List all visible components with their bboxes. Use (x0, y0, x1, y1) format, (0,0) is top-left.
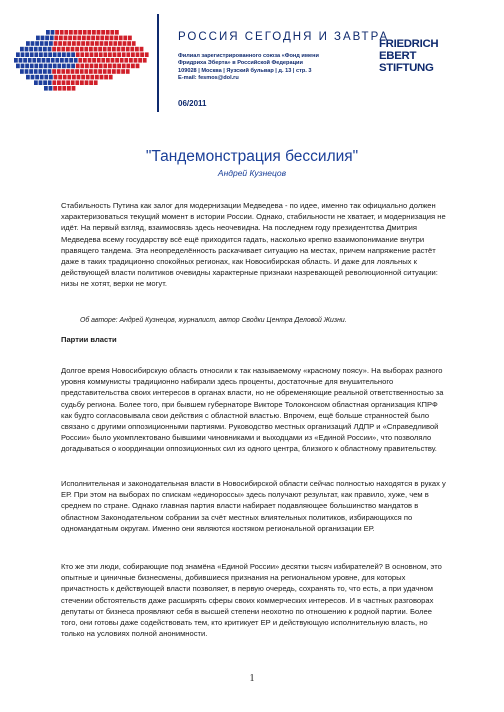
map-dot (76, 64, 80, 69)
map-dot (77, 36, 81, 41)
map-dot (75, 80, 79, 85)
map-dot (80, 64, 84, 69)
map-dot (87, 30, 91, 35)
map-dot (34, 69, 38, 74)
map-dot (71, 52, 75, 57)
map-dot (66, 69, 70, 74)
map-dot (72, 75, 76, 80)
map-dot (68, 36, 72, 41)
map-dot (85, 80, 89, 85)
map-dot (113, 64, 117, 69)
map-dot (64, 36, 68, 41)
map-dot (40, 75, 44, 80)
map-dot (77, 75, 81, 80)
map-dot (21, 52, 25, 57)
map-dot (138, 58, 142, 63)
map-dot (57, 69, 61, 74)
map-dot (94, 80, 98, 85)
map-dot (63, 41, 67, 46)
map-dot (25, 52, 29, 57)
map-dot (54, 41, 58, 46)
map-dot (44, 64, 48, 69)
map-dot (105, 36, 109, 41)
map-dot (34, 64, 38, 69)
map-dot (87, 36, 91, 41)
map-dot (117, 69, 121, 74)
section-heading: Партии власти (61, 335, 117, 344)
map-dot (44, 86, 48, 91)
map-dot (61, 47, 65, 52)
map-dot (44, 41, 48, 46)
map-dot (26, 75, 30, 80)
map-dot (71, 69, 75, 74)
map-dot (90, 52, 94, 57)
map-dot (66, 47, 70, 52)
map-dot (46, 30, 50, 35)
issue-number: 06/2011 (178, 99, 207, 108)
map-dot (20, 47, 24, 52)
map-dot (122, 52, 126, 57)
map-dot (38, 47, 42, 52)
map-dot (124, 58, 128, 63)
article-author: Андрей Кузнецов (217, 168, 287, 178)
map-dot (84, 47, 88, 52)
map-dot (16, 52, 20, 57)
fes-logo-line: EBERT (379, 50, 417, 62)
map-dot (58, 86, 62, 91)
map-dot (94, 52, 98, 57)
map-dot (77, 41, 81, 46)
fes-logo (379, 38, 492, 74)
map-dot (19, 58, 23, 63)
map-dot (48, 52, 52, 57)
map-dot (112, 47, 116, 52)
map-dot (80, 52, 84, 57)
address-email[interactable]: E-mail: fesmos@dol.ru (178, 74, 239, 81)
map-dot (57, 52, 61, 57)
map-dot (71, 47, 75, 52)
address-line: Фридриха Эберта» в Российской Федерации (178, 60, 303, 67)
map-dot (140, 47, 144, 52)
map-dot (117, 47, 121, 52)
map-dot (25, 64, 29, 69)
map-dot (126, 47, 130, 52)
russia-map-logo (12, 18, 152, 98)
map-dot (16, 64, 20, 69)
map-dot (92, 30, 96, 35)
map-dot (98, 69, 102, 74)
map-dot (100, 41, 104, 46)
map-dot (94, 64, 98, 69)
map-dot (43, 80, 47, 85)
map-dot (112, 69, 116, 74)
map-dot (100, 36, 104, 41)
map-dot (20, 69, 24, 74)
map-dot (89, 47, 93, 52)
map-dot (90, 75, 94, 80)
map-dot (72, 41, 76, 46)
map-dot (123, 36, 127, 41)
about-author: Об авторе: Андрей Кузнецов, журналист, автор Сводки Центра Деловой Жизни. (80, 317, 347, 324)
map-dot (34, 47, 38, 52)
intro-paragraph: Стабильность Путина как залог для модернизации Медведева - по идее, именно так официально должен характеризоваться текущий момент в истории России. Однако, стабильности не хватает, и модернизация не идёт. На первый взгляд, взаимосвязь здесь неочевидна. На последнем году президентства Дмитрия Медведева всему государству всё ещё приходится гадать, насколько крепко взаимопонимание внутри правящего тандема. Эта неопределённость раскачивает ситуацию на местах, причем напряжение растёт даже в таких традиционно спокойных регионах, как Новосибирская область. И даже для лояльных к действующей власти политиков очевидны характерные признаки назревающей революционной ситуации: низы не хотят, верхи не могут. (61, 201, 446, 289)
map-dot (106, 58, 110, 63)
map-dot (30, 52, 34, 57)
map-dot (131, 52, 135, 57)
map-dot (55, 58, 59, 63)
map-dot (25, 47, 29, 52)
map-dot (54, 75, 58, 80)
map-dot (109, 75, 113, 80)
map-dot (32, 58, 36, 63)
map-dot (62, 64, 66, 69)
map-dot (132, 41, 136, 46)
map-dot (89, 69, 93, 74)
map-dot (109, 41, 113, 46)
map-dot (53, 52, 57, 57)
map-dot (54, 36, 58, 41)
map-dot (115, 58, 119, 63)
map-dot (106, 30, 110, 35)
map-dot (45, 36, 49, 41)
map-dot (60, 58, 64, 63)
foundation-address (178, 53, 388, 82)
map-dot (30, 64, 34, 69)
map-dot (95, 75, 99, 80)
map-dot (100, 75, 104, 80)
fes-logo-line: FRIEDRICH (379, 38, 439, 50)
map-dot (85, 64, 89, 69)
map-dot (58, 75, 62, 80)
map-dot (113, 41, 117, 46)
map-dot (135, 47, 139, 52)
map-dot (57, 64, 61, 69)
map-dot (145, 52, 149, 57)
map-dot (49, 86, 53, 91)
map-dot (92, 58, 96, 63)
map-dot (101, 58, 105, 63)
map-dot (94, 69, 98, 74)
map-dot (97, 58, 101, 63)
map-dot (67, 75, 71, 80)
map-dot (52, 69, 56, 74)
map-dot (36, 36, 40, 41)
map-dot (75, 47, 79, 52)
map-dot (119, 36, 123, 41)
map-dot (48, 69, 52, 74)
map-dot (50, 36, 54, 41)
map-dot (108, 52, 112, 57)
map-dot (115, 30, 119, 35)
map-dot (73, 36, 77, 41)
map-dot (86, 75, 90, 80)
map-dot (113, 52, 117, 57)
map-dot (62, 80, 66, 85)
map-dot (66, 80, 70, 85)
map-dot (127, 41, 131, 46)
map-dot (52, 47, 56, 52)
map-dot (74, 58, 78, 63)
map-dot (91, 36, 95, 41)
map-dot (49, 75, 53, 80)
map-dot (120, 58, 124, 63)
map-dot (71, 80, 75, 85)
map-dot (39, 80, 43, 85)
map-dot (84, 69, 88, 74)
map-dot (111, 58, 115, 63)
map-dot (82, 36, 86, 41)
map-dot (89, 80, 93, 85)
map-dot (39, 52, 43, 57)
map-dot (101, 30, 105, 35)
article-title: "Тандемонстрация бессилия" (145, 148, 359, 165)
map-dot (118, 41, 122, 46)
map-dot (44, 75, 48, 80)
map-dot (51, 30, 55, 35)
map-dot (94, 47, 98, 52)
map-dot (78, 30, 82, 35)
map-dot (65, 58, 69, 63)
map-dot (67, 86, 71, 91)
map-dot (41, 36, 45, 41)
map-dot (64, 30, 68, 35)
map-dot (29, 47, 33, 52)
map-dot (143, 58, 147, 63)
map-dot (57, 47, 61, 52)
map-dot (104, 41, 108, 46)
map-dot (126, 69, 130, 74)
body-paragraph: Долгое время Новосибирскую область относили к так называемому «красному поясу». На выборах разного уровня коммунисты традиционно набирали здесь проценты, достаточные для внушительного представительства своих интересов в органах власти, но не обременяющие реальной ответственностью за судьбу региона. Более того, при бывшем губернаторе Викторе Толоконском областная организация КПРФ как будто согласовывала свои действия с областной властью. Впрочем, ещё больше странностей было связано с другими оппозиционными партиями. Руководство местных организаций ЛДПР и «Справедливой России» было укомплектовано бывшими чиновниками и выходцами из «Единой России», что позволяло догадываться о координации оппозиционных сил из одного центра, близкого к областному правительству. (61, 366, 444, 454)
map-dot (67, 41, 71, 46)
map-dot (74, 30, 78, 35)
map-dot (62, 52, 66, 57)
map-dot (51, 58, 55, 63)
body-paragraph: Кто же эти люди, собирающие под знамёна «Единой России» десятки тысяч избирателей? В основном, это опытные и циничные бизнесмены, добившиеся признания на региональном уровне, для которых причастность к действующей власти позволяет, в первую очередь, сохранять то, что есть, а при удачном стечении обстоятельств даже расширять сферы своих коммерческих интересов. И в частных разговорах депутаты от бизнеса проявляют себя в высшей степени неохотно по отношению к родной партии. Более того, они готовы даже содействовать тем, кто критикует ЕР и действующую исполнительную власть, но только на условиях полной анонимности. (61, 562, 442, 639)
map-dot (131, 64, 135, 69)
map-dot (78, 58, 82, 63)
map-dot (55, 30, 59, 35)
map-dot (59, 36, 63, 41)
map-dot (117, 52, 121, 57)
map-dot (121, 69, 125, 74)
map-dot (95, 41, 99, 46)
map-dot (49, 41, 53, 46)
map-dot (108, 64, 112, 69)
map-dot (114, 36, 118, 41)
map-dot (117, 64, 121, 69)
map-dot (21, 64, 25, 69)
map-dot (83, 58, 87, 63)
map-dot (48, 80, 52, 85)
map-dot (121, 47, 125, 52)
map-dot (103, 52, 107, 57)
map-dot (96, 36, 100, 41)
map-dot (130, 47, 134, 52)
map-dot (99, 64, 103, 69)
map-dot (140, 52, 144, 57)
body-paragraph: Исполнительная и законодательная власти в Новосибирской области сейчас полностью находятся в руках у ЕР. При этом на выборах по спискам «единороссы» здесь получают результат, как правило, хуже, чем в среднем по стране. Однако главная партия власти набирает подавляющее большинство мандатов в областном Законодательном собрании за счёт местных влиятельных политиков, избирающихся по одномандатным округам. Именно они являются костяком региональной организации ЕР. (61, 479, 446, 533)
map-dot (35, 75, 39, 80)
map-dot (29, 69, 33, 74)
map-dot (43, 69, 47, 74)
map-dot (67, 52, 71, 57)
map-dot (53, 64, 57, 69)
map-dot (90, 64, 94, 69)
map-dot (136, 64, 140, 69)
map-dot (123, 41, 127, 46)
map-dot (43, 47, 47, 52)
map-dot (61, 69, 65, 74)
map-dot (136, 52, 140, 57)
map-dot (76, 52, 80, 57)
map-dot (69, 58, 73, 63)
map-dot (69, 30, 73, 35)
map-dot (34, 52, 38, 57)
map-dot (85, 52, 89, 57)
map-dot (71, 64, 75, 69)
map-dot (134, 58, 138, 63)
address-line: 109028 | Москва | Яузский бульвар | д. 13 | стр. 3 (178, 67, 312, 74)
map-dot (104, 75, 108, 80)
map-dot (57, 80, 61, 85)
map-dot (75, 69, 79, 74)
map-dot (39, 64, 43, 69)
map-dot (46, 58, 50, 63)
map-dot (83, 30, 87, 35)
map-dot (34, 80, 38, 85)
map-dot (26, 41, 30, 46)
map-dot (72, 86, 76, 91)
map-dot (60, 30, 64, 35)
map-dot (126, 52, 130, 57)
map-dot (110, 36, 114, 41)
map-dot (103, 47, 107, 52)
header-divider (157, 14, 159, 112)
map-dot (31, 75, 35, 80)
map-dot (62, 86, 66, 91)
map-dot (23, 58, 27, 63)
map-dot (28, 58, 32, 63)
page-number: 1 (249, 673, 255, 684)
map-dot (86, 41, 90, 46)
map-dot (58, 41, 62, 46)
map-dot (99, 52, 103, 57)
map-dot (129, 58, 133, 63)
map-dot (128, 36, 132, 41)
map-dot (122, 64, 126, 69)
map-dot (81, 41, 85, 46)
map-dot (80, 69, 84, 74)
map-dot (103, 64, 107, 69)
map-dot (97, 30, 101, 35)
map-dot (48, 47, 52, 52)
map-dot (37, 58, 41, 63)
map-dot (103, 69, 107, 74)
map-dot (53, 86, 57, 91)
map-dot (107, 69, 111, 74)
map-dot (44, 52, 48, 57)
map-dot (38, 69, 42, 74)
map-dot (14, 58, 18, 63)
map-dot (52, 80, 56, 85)
map-dot (98, 47, 102, 52)
series-title: РОССИЯ СЕГОДНЯ И ЗАВТРА (178, 31, 390, 43)
map-dot (80, 80, 84, 85)
map-dot (90, 41, 94, 46)
map-dot (63, 75, 67, 80)
map-dot (42, 58, 46, 63)
map-dot (31, 41, 35, 46)
map-dot (48, 64, 52, 69)
map-dot (81, 75, 85, 80)
address-line: Филиал зарегистрированного союза «Фонд имени (178, 53, 319, 59)
map-dot (107, 47, 111, 52)
map-dot (67, 64, 71, 69)
fes-logo-line: STIFTUNG (379, 62, 434, 74)
map-dot (88, 58, 92, 63)
map-dot (25, 69, 29, 74)
map-dot (126, 64, 130, 69)
map-dot (35, 41, 39, 46)
map-dot (40, 41, 44, 46)
map-dot (110, 30, 114, 35)
map-dot (80, 47, 84, 52)
